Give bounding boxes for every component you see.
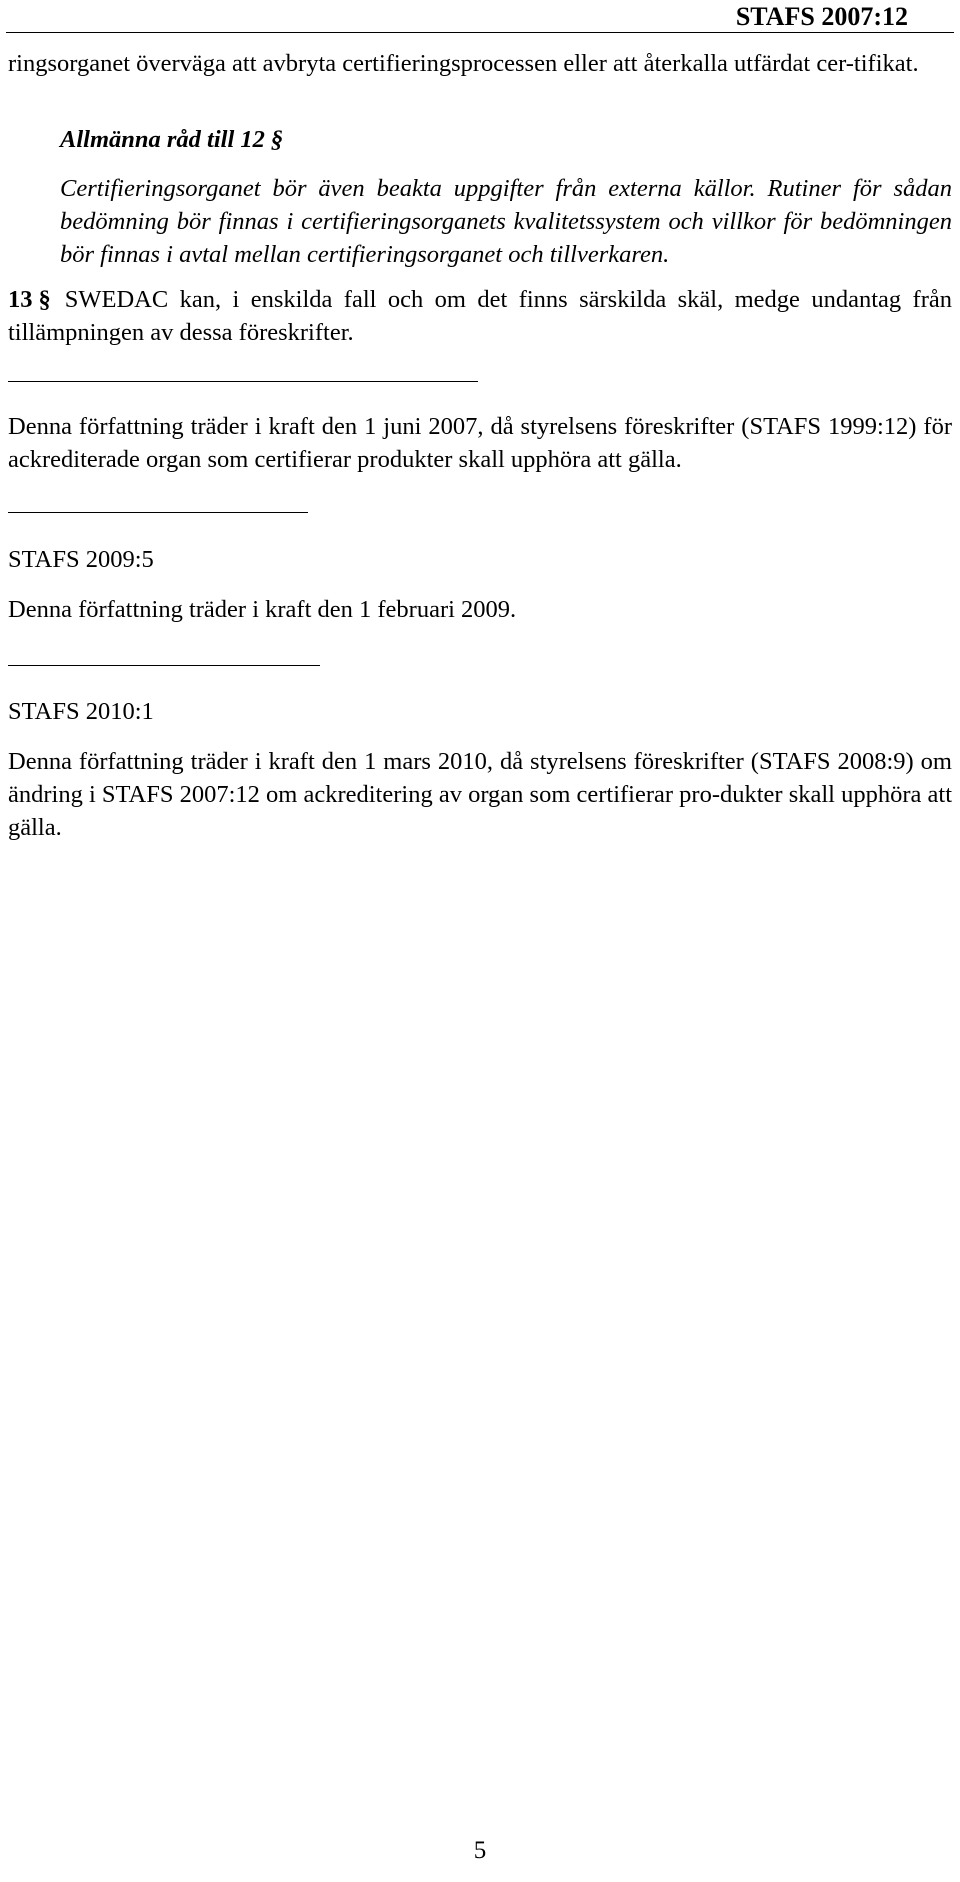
general-advice-text: Certifieringsorganet bör även beakta uppgifter från externa källor. Rutiner för sådan bedömning bör finnas i certifieringsorganets kvalitetssystem och villkor för bedömningen bör finnas i avtal mellan certifieringsorganet och tillverkaren.: [60, 175, 952, 268]
amendment-2010-title: STAFS 2010:1: [8, 698, 154, 725]
amendment-2010-text: Denna författning träder i kraft den 1 mars 2010, då styrelsens föreskrifter (STAFS 2008:9) om ändring i STAFS 2007:12 om ackreditering av organ som certifierar pro-dukter skall upphöra att gälla.: [8, 748, 953, 841]
general-advice-heading-text: Allmänna råd till 12: [60, 126, 265, 153]
entry-into-force-paragraph: [8, 410, 952, 476]
separator-rule: [8, 512, 308, 513]
amendment-2010-paragraph: [8, 745, 952, 844]
general-advice-heading: [60, 123, 952, 156]
header-rule: [6, 32, 954, 33]
section-sign-icon: §: [38, 286, 51, 313]
entry-into-force-text: Denna författning träder i kraft den 1 juni 2007, då styrelsens föreskrifter (STAFS 1999:12) för ackrediterade organ som certifierar produkter skall upphöra att gälla.: [8, 413, 952, 473]
document-code-header: STAFS 2007:12: [735, 2, 908, 31]
section-number: 13: [8, 286, 33, 313]
continuation-text: ringsorganet överväga att avbryta certifieringsprocessen eller att återkalla utfärdat cer-tifikat.: [8, 50, 919, 77]
amendment-2009-text: Denna författning träder i kraft den 1 februari 2009.: [8, 596, 517, 623]
separator-rule: [8, 665, 320, 666]
section-13-text: SWEDAC kan, i enskilda fall och om det finns särskilda skäl, medge undantag från tillämpningen av dessa föreskrifter.: [8, 286, 952, 346]
page-number: 5: [473, 1837, 487, 1864]
general-advice-paragraph: [60, 172, 952, 271]
section-13-paragraph: [8, 283, 952, 349]
separator-rule: [8, 381, 478, 382]
section-sign-icon: §: [270, 126, 284, 153]
continuation-paragraph: [8, 47, 952, 80]
amendment-2009-title: STAFS 2009:5: [8, 546, 154, 573]
